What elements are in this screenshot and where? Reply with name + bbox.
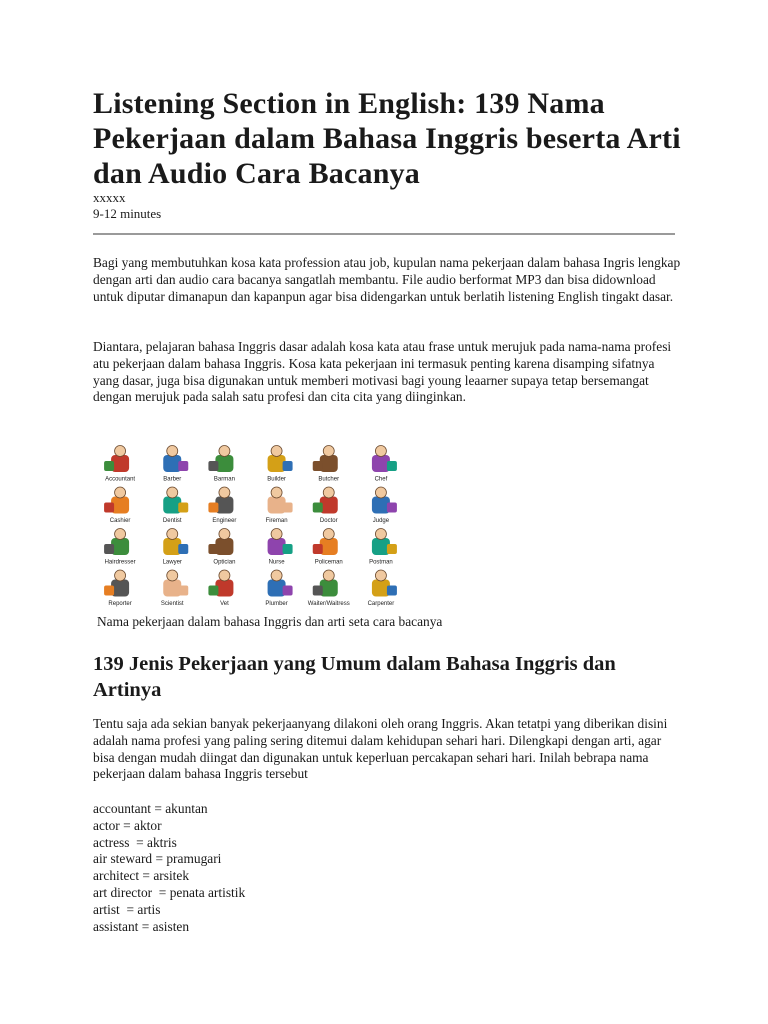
profession-label: Plumber <box>265 601 288 607</box>
profession-clipart <box>163 570 188 597</box>
profession-label: Accountant <box>105 476 136 483</box>
vocabulary-item: art director = penata artistik <box>93 884 246 900</box>
profession-label: Dentist <box>162 518 182 524</box>
profession-label: Postman <box>369 559 393 566</box>
vocabulary-list <box>93 801 245 935</box>
profession-label: Lawyer <box>162 559 182 566</box>
divider <box>93 233 675 235</box>
profession-label: Vet <box>220 601 229 607</box>
professions-clipart-grid <box>94 443 407 609</box>
profession-label: Hairdresser <box>104 559 136 566</box>
second-paragraph: Diantara, pelajaran bahasa Inggris dasar adalah kosa kata atau frase untuk merujuk pada nama-nama profesi atu pekerjaan dalam bahasa Inggris. Kosa kata pekerjaan ini termasuk penting karena disamping sifatnya yang dasar, juga bisa digunakan untuk memberi motivasi bagi young leaarner supaya tetap bersemangat dengan merujuk pada salah satu profesi dan cita cita yang diinginkan. <box>93 339 672 405</box>
profession-clipart <box>313 529 338 556</box>
profession-label: Scientist <box>160 601 184 607</box>
article-title: Listening Section in English: 139 Nama Pekerjaan dalam Bahasa Inggris beserta Arti dan Audio Cara Bacanya <box>93 87 681 190</box>
profession-label: Waiter/Waitress <box>307 601 350 607</box>
profession-label: Carpenter <box>367 601 395 607</box>
profession-clipart <box>372 487 397 514</box>
vocabulary-item: artist = artis <box>93 901 161 917</box>
profession-label: Engineer <box>212 518 237 524</box>
profession-clipart <box>104 487 129 514</box>
profession-clipart <box>104 570 129 597</box>
profession-clipart <box>313 487 338 514</box>
profession-label: Judge <box>372 518 390 524</box>
profession-clipart <box>372 570 397 597</box>
professions-illustration <box>94 443 407 609</box>
vocabulary-item: accountant = akuntan <box>93 801 208 816</box>
profession-clipart <box>268 487 293 514</box>
profession-label: Barman <box>213 476 235 483</box>
profession-clipart <box>372 529 397 556</box>
profession-clipart <box>313 446 338 473</box>
section-heading: 139 Jenis Pekerjaan yang Umum dalam Bahasa Inggris dan Artinya <box>93 653 616 701</box>
profession-clipart <box>104 529 129 556</box>
intro-paragraph: Bagi yang membutuhkan kosa kata profession atau job, kupulan nama pekerjaan dalam bahasa Ingris lengkap dengan arti dan audio cara bacanya sangatlah membantu. File audio berformat MP3 dan bisa didownload untuk diputar dimanapun dan kapanpun agar bisa didengarkan untuk berlatih listening English tingakt dasar. <box>93 255 681 304</box>
vocabulary-item: actor = aktor <box>93 817 162 833</box>
author-name: xxxxx <box>93 190 126 205</box>
profession-clipart <box>208 446 233 473</box>
profession-clipart <box>313 570 338 597</box>
profession-clipart <box>372 446 397 473</box>
vocabulary-item: air steward = pramugari <box>93 851 222 867</box>
profession-label: Nurse <box>268 559 285 566</box>
vocabulary-item: actress = aktris <box>93 834 177 850</box>
vocabulary-item: assistant = asisten <box>93 918 190 934</box>
profession-clipart <box>163 529 188 556</box>
profession-label: Cashier <box>109 518 131 524</box>
profession-clipart <box>268 529 293 556</box>
profession-label: Doctor <box>319 518 338 524</box>
profession-clipart <box>104 446 129 473</box>
profession-clipart <box>163 487 188 514</box>
profession-label: Policeman <box>314 559 343 566</box>
profession-label: Butcher <box>318 476 340 483</box>
profession-clipart <box>268 570 293 597</box>
reading-time: 9-12 minutes <box>93 206 162 221</box>
profession-clipart <box>208 529 233 556</box>
figure-caption: Nama pekerjaan dalam bahasa Inggris dan arti seta cara bacanya <box>97 614 443 629</box>
vocabulary-item: architect = arsitek <box>93 868 190 884</box>
profession-label: Builder <box>267 476 286 483</box>
section-paragraph: Tentu saja ada sekian banyak pekerjaanyang dilakoni oleh orang Inggris. Akan tetatpi yang diberikan disini adalah nama profesi yang paling sering ditemui dalam kehidupan sehari hari. Dilengkapi dengan arti, agar bisa dengan mudah diingat dan digunakan untuk keperluan percakapan sehari hari. Inilah bebrapa nama pekerjaan dalam bahasa Inggris tersebut <box>93 716 668 782</box>
profession-clipart <box>208 487 233 514</box>
profession-label: Optician <box>213 559 236 566</box>
profession-label: Barber <box>163 476 182 483</box>
profession-clipart <box>268 446 293 473</box>
profession-clipart <box>208 570 233 597</box>
profession-label: Chef <box>374 476 388 483</box>
profession-clipart <box>163 446 188 473</box>
profession-label: Reporter <box>108 601 132 607</box>
profession-label: Fireman <box>265 518 288 524</box>
